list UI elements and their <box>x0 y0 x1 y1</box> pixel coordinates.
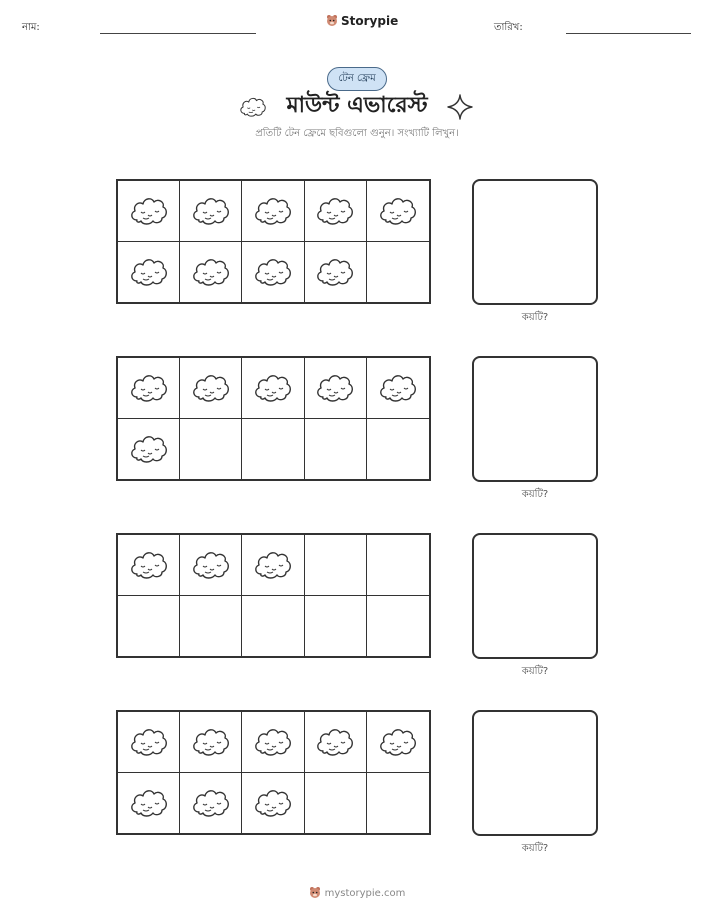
ten-frame-cell <box>305 535 367 596</box>
how-many-label: কয়টি? <box>521 489 549 500</box>
ten-frame-cell <box>367 181 429 242</box>
ten-frame-cell <box>242 773 304 834</box>
brand-name: Storypie <box>341 14 399 28</box>
answer-box[interactable] <box>472 356 598 482</box>
how-many-label: কয়টি? <box>521 666 549 677</box>
how-many-label: কয়টি? <box>521 843 549 854</box>
ten-frame-cell <box>118 773 180 834</box>
ten-frame-cell <box>242 535 304 596</box>
cloud-icon <box>191 371 231 405</box>
cloud-icon <box>253 548 293 582</box>
cloud-icon <box>129 194 169 228</box>
cloud-icon <box>191 548 231 582</box>
cloud-icon <box>191 786 231 820</box>
cloud-icon <box>129 432 169 466</box>
cloud-icon <box>129 371 169 405</box>
ten-frame-cell <box>367 242 429 303</box>
cloud-icon <box>253 786 293 820</box>
cloud-icon <box>191 255 231 289</box>
ten-frame-cell <box>180 773 242 834</box>
name-line <box>100 33 256 34</box>
ten-frame-cell <box>367 419 429 480</box>
cloud-icon <box>315 194 355 228</box>
ten-frame-cell <box>305 712 367 773</box>
ten-frame-cell <box>180 358 242 419</box>
ten-frame-cell <box>367 358 429 419</box>
ten-frame-cell <box>367 596 429 657</box>
ten-frame-cell <box>305 773 367 834</box>
date-label: তারিখ: <box>494 22 523 33</box>
ten-frame-cell <box>118 596 180 657</box>
ten-frame-cell <box>180 419 242 480</box>
ten-frame-cell <box>118 419 180 480</box>
cloud-icon <box>315 371 355 405</box>
cloud-icon <box>253 194 293 228</box>
ten-frame-cell <box>118 358 180 419</box>
footer <box>0 886 714 900</box>
ten-frame-cell <box>367 712 429 773</box>
cloud-icon <box>315 255 355 289</box>
instructions: প্রতিটি টেন ফ্রেমে ছবিগুলো গুনুন। সংখ্যাটি লিখুন। <box>255 128 459 139</box>
cloud-icon <box>129 255 169 289</box>
cloud-icon <box>129 548 169 582</box>
cloud-icon <box>315 725 355 759</box>
bear-logo-icon <box>309 886 321 900</box>
cloud-icon <box>378 371 418 405</box>
ten-frame-cell <box>242 712 304 773</box>
ten-frame-cell <box>118 712 180 773</box>
ten-frame-cell <box>180 535 242 596</box>
answer-box[interactable] <box>472 179 598 305</box>
sparkle-icon <box>446 93 474 121</box>
brand-logo <box>326 14 398 28</box>
ten-frame-cell <box>180 596 242 657</box>
ten-frame-cell <box>180 712 242 773</box>
answer-box[interactable] <box>472 533 598 659</box>
ten-frame-cell <box>367 535 429 596</box>
cloud-icon <box>378 194 418 228</box>
ten-frame <box>116 533 431 658</box>
date-line <box>566 33 691 34</box>
answer-box[interactable] <box>472 710 598 836</box>
ten-frame-cell <box>242 242 304 303</box>
ten-frame-cell <box>242 596 304 657</box>
ten-frame-cell <box>305 596 367 657</box>
cloud-icon <box>253 371 293 405</box>
cloud-icon <box>378 725 418 759</box>
bear-logo-icon <box>326 14 338 28</box>
ten-frame-cell <box>305 181 367 242</box>
name-label: নাম: <box>22 22 40 33</box>
ten-frame-cell <box>242 419 304 480</box>
ten-frame <box>116 356 431 481</box>
cloud-icon <box>129 786 169 820</box>
ten-frame-cell <box>180 242 242 303</box>
ten-frame-cell <box>305 358 367 419</box>
cloud-icon <box>191 194 231 228</box>
cloud-icon <box>129 725 169 759</box>
cloud-icon <box>253 255 293 289</box>
ten-frame <box>116 710 431 835</box>
cloud-icon <box>253 725 293 759</box>
worksheet-header <box>0 12 714 40</box>
ten-frame <box>116 179 431 304</box>
ten-frame-cell <box>242 181 304 242</box>
ten-frame-cell <box>180 181 242 242</box>
page-title: মাউন্ট এভারেস্ট <box>286 93 428 118</box>
footer-url: mystorypie.com <box>324 887 406 899</box>
ten-frame-cell <box>118 181 180 242</box>
topic-tag: টেন ফ্রেম <box>327 67 387 91</box>
ten-frame-cell <box>118 242 180 303</box>
ten-frame-cell <box>367 773 429 834</box>
ten-frame-cell <box>305 242 367 303</box>
cloud-icon <box>191 725 231 759</box>
ten-frame-cell <box>305 419 367 480</box>
ten-frame-cell <box>242 358 304 419</box>
how-many-label: কয়টি? <box>521 312 549 323</box>
ten-frame-cell <box>118 535 180 596</box>
